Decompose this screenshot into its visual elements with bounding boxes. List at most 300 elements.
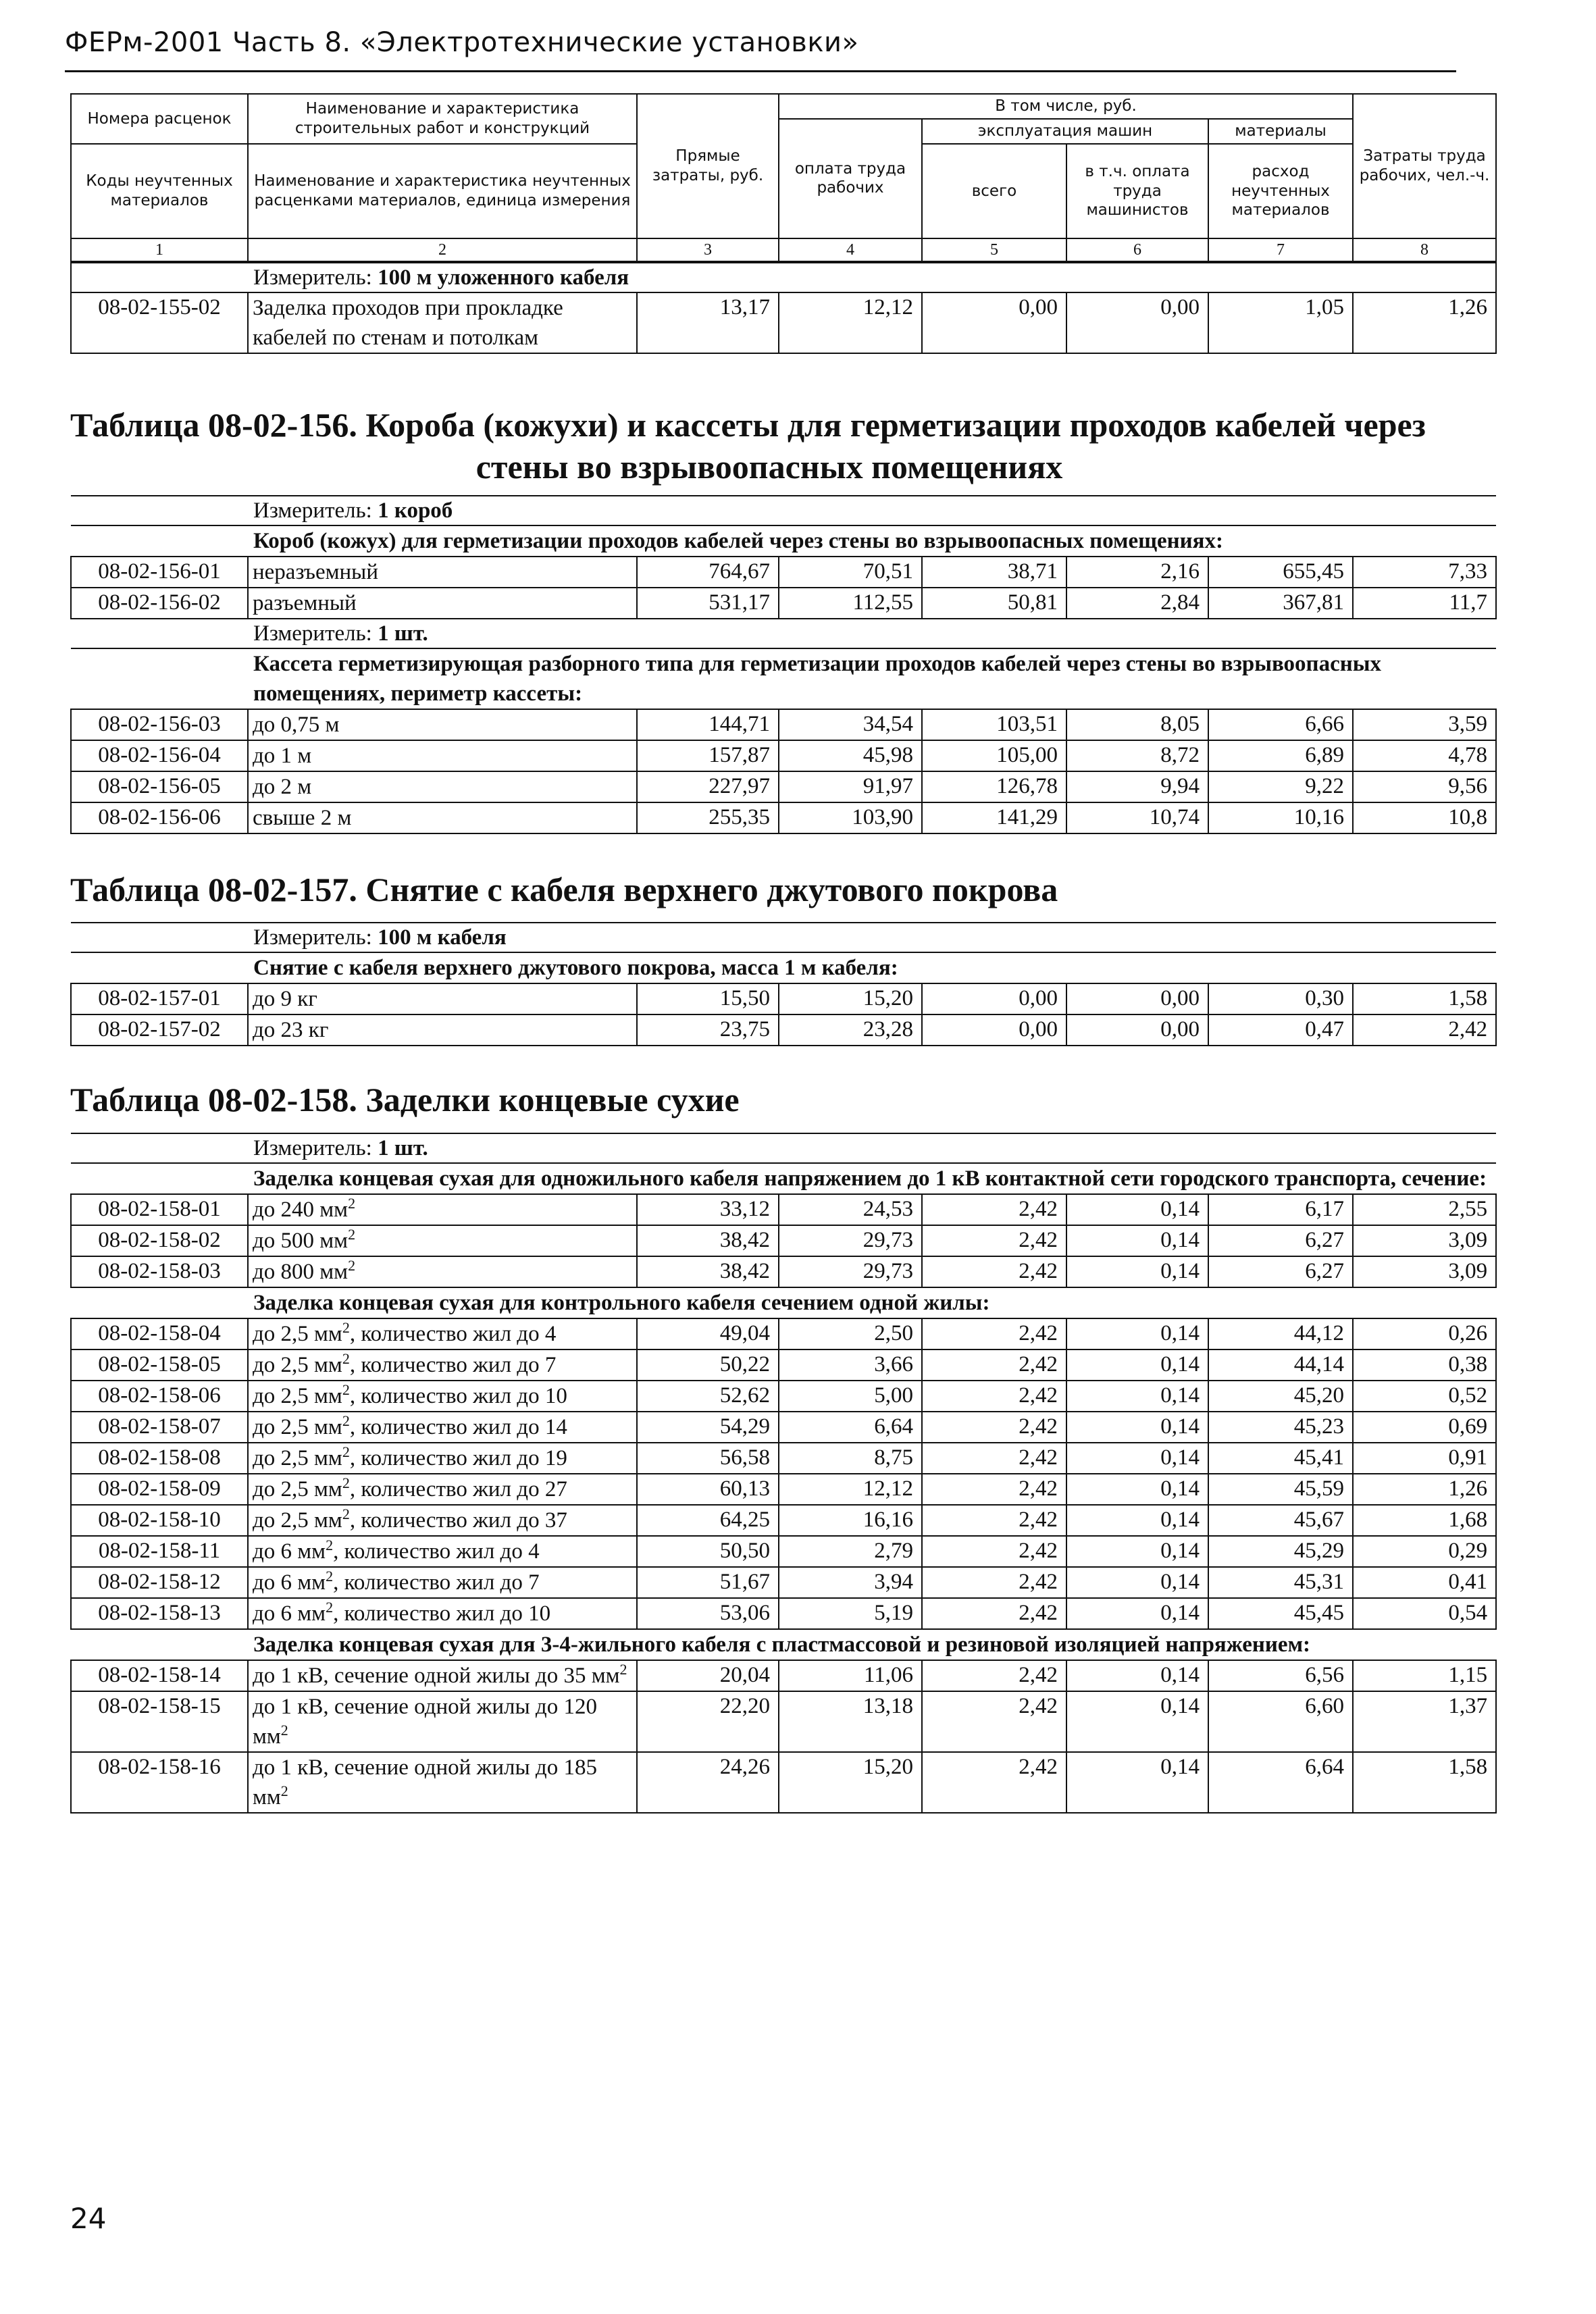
work-name — [248, 1505, 637, 1536]
machines-total-value: 2,42 — [922, 1691, 1066, 1752]
work-name-part: , количество жил до 10 — [333, 1601, 551, 1626]
worker-pay-value: 11,06 — [779, 1660, 922, 1691]
work-name-part: , количество жил до 19 — [349, 1446, 567, 1470]
work-name — [248, 1194, 637, 1225]
work-name — [248, 1412, 637, 1443]
work-name — [248, 1474, 637, 1505]
rate-code: 08-02-158-09 — [71, 1474, 248, 1505]
direct-costs-value: 52,62 — [637, 1381, 779, 1412]
worker-pay-value: 16,16 — [779, 1505, 922, 1536]
machinist-pay-value: 8,05 — [1066, 709, 1208, 740]
unit-superscript: 2 — [342, 1412, 350, 1429]
work-name: до 2 м — [248, 771, 637, 802]
machines-total-value: 2,42 — [922, 1256, 1066, 1287]
machines-total-value: 2,42 — [922, 1660, 1066, 1691]
table-row-158 — [71, 1318, 1496, 1349]
unit-superscript: 2 — [348, 1257, 356, 1274]
labor-hours-value: 1,15 — [1353, 1660, 1496, 1691]
machines-total-value: 105,00 — [922, 740, 1066, 771]
rate-code: 08-02-158-04 — [71, 1318, 248, 1349]
table-row-157 — [71, 983, 1496, 1014]
group-heading: Заделка концевая сухая для одножильного кабеля напряжением до 1 кВ контактной сети городского транспорта, сечение: — [71, 1163, 1496, 1194]
rate-code: 08-02-158-06 — [71, 1381, 248, 1412]
work-name-part: , количество жил до 7 — [349, 1353, 557, 1377]
work-name-part: до 2,5 мм — [253, 1353, 342, 1377]
direct-costs-value: 15,50 — [637, 983, 779, 1014]
col-num-5: 5 — [922, 238, 1066, 261]
machinist-pay-value: 0,14 — [1066, 1318, 1208, 1349]
labor-hours-value: 10,8 — [1353, 802, 1496, 833]
table-158 — [70, 1133, 1497, 1814]
labor-hours-value: 0,52 — [1353, 1381, 1496, 1412]
machinist-pay-value: 0,14 — [1066, 1536, 1208, 1567]
rate-code: 08-02-156-03 — [71, 709, 248, 740]
unit-superscript: 2 — [342, 1506, 350, 1522]
machinist-pay-value: 2,84 — [1066, 588, 1208, 619]
group-heading: Кассета герметизирующая разборного типа для герметизации проходов кабелей через стены во взрывоопасных помещениях, периметр кассеты: — [71, 648, 1496, 709]
unit-superscript: 2 — [342, 1474, 350, 1491]
measure-label: Измеритель: 1 короб — [71, 496, 1496, 525]
table-row-158 — [71, 1691, 1496, 1752]
col-num-2: 2 — [248, 238, 637, 261]
header-material-usage: расход неучтенных материалов — [1208, 144, 1353, 238]
machines-total-value: 2,42 — [922, 1752, 1066, 1813]
machinist-pay-value: 0,14 — [1066, 1349, 1208, 1381]
machines-total-value: 103,51 — [922, 709, 1066, 740]
machines-total-value: 2,42 — [922, 1443, 1066, 1474]
direct-costs-value: 64,25 — [637, 1505, 779, 1536]
material-usage-value: 6,64 — [1208, 1752, 1353, 1813]
work-name-part: , количество жил до 37 — [349, 1508, 567, 1533]
col-num-3: 3 — [637, 238, 779, 261]
work-name-part: , количество жил до 7 — [333, 1570, 540, 1595]
machinist-pay-value: 0,14 — [1066, 1752, 1208, 1813]
group-heading: Заделка концевая сухая для контрольного кабеля сечением одной жилы: — [71, 1287, 1496, 1318]
direct-costs-value: 22,20 — [637, 1691, 779, 1752]
work-name — [248, 1225, 637, 1256]
work-name-part: до 6 мм — [253, 1539, 326, 1564]
machines-total-value: 2,42 — [922, 1225, 1066, 1256]
rate-code: 08-02-158-03 — [71, 1256, 248, 1287]
col-num-6: 6 — [1066, 238, 1208, 261]
table-row-158 — [71, 1474, 1496, 1505]
unit-superscript: 2 — [619, 1661, 627, 1678]
labor-hours-value: 2,42 — [1353, 1014, 1496, 1046]
table-row-156 — [71, 802, 1496, 833]
material-usage-value: 6,89 — [1208, 740, 1353, 771]
labor-hours-value: 2,55 — [1353, 1194, 1496, 1225]
machines-total-value: 0,00 — [922, 983, 1066, 1014]
rate-code: 08-02-158-13 — [71, 1598, 248, 1629]
material-usage-value: 1,05 — [1208, 292, 1353, 353]
worker-pay-value: 5,00 — [779, 1381, 922, 1412]
direct-costs-value: 38,42 — [637, 1256, 779, 1287]
material-usage-value: 6,17 — [1208, 1194, 1353, 1225]
material-usage-value: 45,29 — [1208, 1536, 1353, 1567]
machinist-pay-value: 0,14 — [1066, 1474, 1208, 1505]
labor-hours-value: 1,26 — [1353, 1474, 1496, 1505]
direct-costs-value: 60,13 — [637, 1474, 779, 1505]
table-row-156 — [71, 709, 1496, 740]
work-name-part: до 2,5 мм — [253, 1477, 342, 1501]
work-name-part: до 240 мм — [253, 1198, 349, 1222]
direct-costs-value: 23,75 — [637, 1014, 779, 1046]
material-usage-value: 45,41 — [1208, 1443, 1353, 1474]
group-heading: Короб (кожух) для герметизации проходов кабелей через стены во взрывоопасных помещениях: — [71, 525, 1496, 557]
table-row-156 — [71, 771, 1496, 802]
worker-pay-value: 13,18 — [779, 1691, 922, 1752]
machines-total-value: 2,42 — [922, 1412, 1066, 1443]
machines-total-value: 2,42 — [922, 1536, 1066, 1567]
work-name-part: , количество жил до 4 — [333, 1539, 540, 1564]
work-name-part: до 2,5 мм — [253, 1415, 342, 1439]
direct-costs-value: 227,97 — [637, 771, 779, 802]
running-head: ФЕРм-2001 Часть 8. «Электротехнические установки» — [65, 27, 859, 58]
column-header-table — [70, 93, 1497, 262]
measure-label: Измеритель: 1 шт. — [71, 1133, 1496, 1163]
unit-superscript: 2 — [342, 1443, 350, 1460]
table-row-158 — [71, 1567, 1496, 1598]
col-num-8: 8 — [1353, 238, 1496, 261]
direct-costs-value: 255,35 — [637, 802, 779, 833]
work-name-part: , количество жил до 27 — [349, 1477, 567, 1501]
worker-pay-value: 29,73 — [779, 1256, 922, 1287]
header-machinist-pay: в т.ч. оплата труда машинистов — [1066, 144, 1208, 238]
labor-hours-value: 0,41 — [1353, 1567, 1496, 1598]
work-name — [248, 1536, 637, 1567]
direct-costs-value: 38,42 — [637, 1225, 779, 1256]
work-name-part: до 1 кВ, сечение одной жилы до 185 мм — [253, 1755, 597, 1809]
table-156 — [70, 495, 1497, 834]
table-158-title: Таблица 08-02-158. Заделки концевые сухие — [70, 1081, 740, 1119]
work-name: свыше 2 м — [248, 802, 637, 833]
material-usage-value: 6,56 — [1208, 1660, 1353, 1691]
table-row-156 — [71, 588, 1496, 619]
rate-code: 08-02-158-08 — [71, 1443, 248, 1474]
rate-code: 08-02-158-15 — [71, 1691, 248, 1752]
machines-total-value: 2,42 — [922, 1567, 1066, 1598]
machinist-pay-value: 0,14 — [1066, 1412, 1208, 1443]
rate-code: 08-02-158-16 — [71, 1752, 248, 1813]
direct-costs-value: 50,22 — [637, 1349, 779, 1381]
worker-pay-value: 2,79 — [779, 1536, 922, 1567]
direct-costs-value: 53,06 — [637, 1598, 779, 1629]
table-row-158 — [71, 1256, 1496, 1287]
table-row-158 — [71, 1225, 1496, 1256]
worker-pay-value: 6,64 — [779, 1412, 922, 1443]
labor-hours-value: 3,09 — [1353, 1225, 1496, 1256]
work-name — [248, 1660, 637, 1691]
work-name-part: до 800 мм — [253, 1260, 349, 1284]
rate-code: 08-02-158-02 — [71, 1225, 248, 1256]
machinist-pay-value: 0,00 — [1066, 983, 1208, 1014]
unit-superscript: 2 — [326, 1568, 334, 1585]
work-name-part: до 2,5 мм — [253, 1384, 342, 1408]
labor-hours-value: 4,78 — [1353, 740, 1496, 771]
rate-code: 08-02-156-04 — [71, 740, 248, 771]
header-material-names: Наименование и характеристика неучтенных расценками материалов, единица измерения — [248, 144, 637, 238]
header-including-group: В том числе, руб. — [779, 94, 1353, 119]
work-name — [248, 1381, 637, 1412]
measure-label: Измеритель: 1 шт. — [71, 619, 1496, 648]
rate-code: 08-02-155-02 — [71, 292, 248, 353]
table-row-158 — [71, 1660, 1496, 1691]
table-row-156 — [71, 740, 1496, 771]
table-157-title: Таблица 08-02-157. Снятие с кабеля верхнего джутового покрова — [70, 871, 1058, 908]
unit-superscript: 2 — [326, 1537, 334, 1553]
material-usage-value: 0,30 — [1208, 983, 1353, 1014]
table-row-156 — [71, 557, 1496, 588]
work-name-part: до 2,5 мм — [253, 1508, 342, 1533]
work-name — [248, 1349, 637, 1381]
labor-hours-value: 0,29 — [1353, 1536, 1496, 1567]
material-usage-value: 6,66 — [1208, 709, 1353, 740]
worker-pay-value: 3,66 — [779, 1349, 922, 1381]
material-usage-value: 6,60 — [1208, 1691, 1353, 1752]
work-name-part: до 2,5 мм — [253, 1446, 342, 1470]
unit-superscript: 2 — [326, 1599, 334, 1616]
machinist-pay-value: 9,94 — [1066, 771, 1208, 802]
machines-total-value: 141,29 — [922, 802, 1066, 833]
table-row-158 — [71, 1752, 1496, 1813]
work-name: разъемный — [248, 588, 637, 619]
work-name-part: , количество жил до 4 — [349, 1322, 557, 1346]
machinist-pay-value: 0,00 — [1066, 292, 1208, 353]
labor-hours-value: 3,09 — [1353, 1256, 1496, 1287]
machinist-pay-value: 0,14 — [1066, 1567, 1208, 1598]
unit-superscript: 2 — [348, 1195, 356, 1212]
labor-hours-value: 0,26 — [1353, 1318, 1496, 1349]
worker-pay-value: 2,50 — [779, 1318, 922, 1349]
labor-hours-value: 1,58 — [1353, 1752, 1496, 1813]
labor-hours-value: 1,68 — [1353, 1505, 1496, 1536]
material-usage-value: 44,12 — [1208, 1318, 1353, 1349]
work-name: неразъемный — [248, 557, 637, 588]
table-row-158 — [71, 1381, 1496, 1412]
table-row-155 — [71, 292, 1496, 353]
machines-total-value: 2,42 — [922, 1474, 1066, 1505]
header-direct-costs: Прямые затраты, руб. — [637, 94, 779, 238]
worker-pay-value: 12,12 — [779, 292, 922, 353]
machines-total-value: 50,81 — [922, 588, 1066, 619]
work-name: до 0,75 м — [248, 709, 637, 740]
direct-costs-value: 531,17 — [637, 588, 779, 619]
material-usage-value: 45,67 — [1208, 1505, 1353, 1536]
work-name — [248, 1752, 637, 1813]
work-name-part: до 1 кВ, сечение одной жилы до 35 мм — [253, 1664, 620, 1688]
work-name — [248, 1443, 637, 1474]
work-name-part: до 500 мм — [253, 1229, 349, 1253]
header-machines: эксплуатация машин — [922, 119, 1208, 144]
table-row-158 — [71, 1536, 1496, 1567]
work-name: до 1 м — [248, 740, 637, 771]
material-usage-value: 44,14 — [1208, 1349, 1353, 1381]
work-name — [248, 1567, 637, 1598]
machines-total-value: 2,42 — [922, 1598, 1066, 1629]
worker-pay-value: 45,98 — [779, 740, 922, 771]
worker-pay-value: 29,73 — [779, 1225, 922, 1256]
material-usage-value: 10,16 — [1208, 802, 1353, 833]
machinist-pay-value: 0,14 — [1066, 1225, 1208, 1256]
machines-total-value: 126,78 — [922, 771, 1066, 802]
worker-pay-value: 15,20 — [779, 1752, 922, 1813]
unit-superscript: 2 — [280, 1782, 288, 1799]
labor-hours-value: 0,69 — [1353, 1412, 1496, 1443]
table-row-158 — [71, 1412, 1496, 1443]
direct-costs-value: 49,04 — [637, 1318, 779, 1349]
rate-code: 08-02-156-06 — [71, 802, 248, 833]
machinist-pay-value: 0,14 — [1066, 1505, 1208, 1536]
direct-costs-value: 50,50 — [637, 1536, 779, 1567]
direct-costs-value: 20,04 — [637, 1660, 779, 1691]
direct-costs-value: 56,58 — [637, 1443, 779, 1474]
table-156-title: Таблица 08-02-156. Короба (кожухи) и кассеты для герметизации проходов кабелей через стены во взрывоопасных помещениях — [70, 406, 1426, 486]
machinist-pay-value: 0,14 — [1066, 1443, 1208, 1474]
table-row-157 — [71, 1014, 1496, 1046]
header-worker-pay: оплата труда рабочих — [779, 119, 922, 238]
unit-superscript: 2 — [342, 1319, 350, 1336]
page-number: 24 — [70, 2202, 107, 2235]
labor-hours-value: 1,58 — [1353, 983, 1496, 1014]
labor-hours-value: 1,37 — [1353, 1691, 1496, 1752]
col-num-4: 4 — [779, 238, 922, 261]
work-name: Заделка проходов при прокладке кабелей по стенам и потолкам — [248, 292, 637, 353]
col-num-7: 7 — [1208, 238, 1353, 261]
labor-hours-value: 1,26 — [1353, 292, 1496, 353]
material-usage-value: 0,47 — [1208, 1014, 1353, 1046]
material-usage-value: 6,27 — [1208, 1256, 1353, 1287]
worker-pay-value: 23,28 — [779, 1014, 922, 1046]
labor-hours-value: 7,33 — [1353, 557, 1496, 588]
machinist-pay-value: 8,72 — [1066, 740, 1208, 771]
rate-code: 08-02-156-05 — [71, 771, 248, 802]
machines-total-value: 2,42 — [922, 1194, 1066, 1225]
table-157 — [70, 922, 1497, 1046]
rate-code: 08-02-158-12 — [71, 1567, 248, 1598]
unit-superscript: 2 — [342, 1350, 350, 1367]
direct-costs-value: 157,87 — [637, 740, 779, 771]
rate-code: 08-02-156-02 — [71, 588, 248, 619]
col-num-1: 1 — [71, 238, 248, 261]
material-usage-value: 9,22 — [1208, 771, 1353, 802]
table-row-158 — [71, 1505, 1496, 1536]
work-name — [248, 1318, 637, 1349]
rate-code: 08-02-158-14 — [71, 1660, 248, 1691]
header-rate-number: Номера расценок — [71, 94, 248, 144]
machines-total-value: 2,42 — [922, 1505, 1066, 1536]
rate-code: 08-02-158-01 — [71, 1194, 248, 1225]
work-name — [248, 1598, 637, 1629]
material-usage-value: 45,59 — [1208, 1474, 1353, 1505]
work-name-part: , количество жил до 14 — [349, 1415, 567, 1439]
rate-code: 08-02-158-10 — [71, 1505, 248, 1536]
table-row-158 — [71, 1349, 1496, 1381]
direct-costs-value: 51,67 — [637, 1567, 779, 1598]
measure-label: Измеритель: 100 м уложенного кабеля — [71, 263, 1496, 292]
header-rule — [65, 70, 1456, 72]
labor-hours-value: 11,7 — [1353, 588, 1496, 619]
direct-costs-value: 13,17 — [637, 292, 779, 353]
rate-code: 08-02-158-11 — [71, 1536, 248, 1567]
work-name-part: , количество жил до 10 — [349, 1384, 567, 1408]
material-usage-value: 45,20 — [1208, 1381, 1353, 1412]
machinist-pay-value: 0,14 — [1066, 1256, 1208, 1287]
machines-total-value: 0,00 — [922, 292, 1066, 353]
machines-total-value: 2,42 — [922, 1349, 1066, 1381]
labor-hours-value: 0,91 — [1353, 1443, 1496, 1474]
worker-pay-value: 5,19 — [779, 1598, 922, 1629]
machinist-pay-value: 10,74 — [1066, 802, 1208, 833]
labor-hours-value: 3,59 — [1353, 709, 1496, 740]
machinist-pay-value: 0,14 — [1066, 1598, 1208, 1629]
machines-total-value: 38,71 — [922, 557, 1066, 588]
material-usage-value: 45,23 — [1208, 1412, 1353, 1443]
labor-hours-value: 9,56 — [1353, 771, 1496, 802]
table-row-158 — [71, 1443, 1496, 1474]
work-name — [248, 1691, 637, 1752]
worker-pay-value: 34,54 — [779, 709, 922, 740]
worker-pay-value: 24,53 — [779, 1194, 922, 1225]
machinist-pay-value: 2,16 — [1066, 557, 1208, 588]
machinist-pay-value: 0,00 — [1066, 1014, 1208, 1046]
direct-costs-value: 144,71 — [637, 709, 779, 740]
worker-pay-value: 15,20 — [779, 983, 922, 1014]
work-name — [248, 1256, 637, 1287]
material-usage-value: 45,31 — [1208, 1567, 1353, 1598]
header-work-name: Наименование и характеристика строительных работ и конструкций — [248, 94, 637, 144]
material-usage-value: 367,81 — [1208, 588, 1353, 619]
labor-hours-value: 0,54 — [1353, 1598, 1496, 1629]
worker-pay-value: 103,90 — [779, 802, 922, 833]
table-row-158 — [71, 1194, 1496, 1225]
machinist-pay-value: 0,14 — [1066, 1194, 1208, 1225]
machines-total-value: 2,42 — [922, 1381, 1066, 1412]
worker-pay-value: 12,12 — [779, 1474, 922, 1505]
rate-code: 08-02-158-07 — [71, 1412, 248, 1443]
table-row-158 — [71, 1598, 1496, 1629]
machinist-pay-value: 0,14 — [1066, 1691, 1208, 1752]
worker-pay-value: 91,97 — [779, 771, 922, 802]
work-name-part: до 2,5 мм — [253, 1322, 342, 1346]
labor-hours-value: 0,38 — [1353, 1349, 1496, 1381]
worker-pay-value: 3,94 — [779, 1567, 922, 1598]
header-labor-hours: Затраты труда рабочих, чел.-ч. — [1353, 94, 1496, 238]
material-usage-value: 45,45 — [1208, 1598, 1353, 1629]
work-name-part: до 6 мм — [253, 1570, 326, 1595]
direct-costs-value: 33,12 — [637, 1194, 779, 1225]
header-materials: материалы — [1208, 119, 1353, 144]
material-usage-value: 655,45 — [1208, 557, 1353, 588]
worker-pay-value: 8,75 — [779, 1443, 922, 1474]
unit-superscript: 2 — [342, 1381, 350, 1398]
rate-code: 08-02-157-02 — [71, 1014, 248, 1046]
work-name: до 23 кг — [248, 1014, 637, 1046]
direct-costs-value: 54,29 — [637, 1412, 779, 1443]
group-heading: Снятие с кабеля верхнего джутового покрова, масса 1 м кабеля: — [71, 952, 1496, 983]
rate-code: 08-02-157-01 — [71, 983, 248, 1014]
table-frame — [70, 262, 1497, 292]
header-machines-total: всего — [922, 144, 1066, 238]
rate-code: 08-02-158-05 — [71, 1349, 248, 1381]
work-name-part: до 1 кВ, сечение одной жилы до 120 мм — [253, 1695, 597, 1749]
machines-total-value: 2,42 — [922, 1318, 1066, 1349]
work-name-part: до 6 мм — [253, 1601, 326, 1626]
worker-pay-value: 112,55 — [779, 588, 922, 619]
worker-pay-value: 70,51 — [779, 557, 922, 588]
machinist-pay-value: 0,14 — [1066, 1381, 1208, 1412]
machines-total-value: 0,00 — [922, 1014, 1066, 1046]
unit-superscript: 2 — [348, 1226, 356, 1243]
